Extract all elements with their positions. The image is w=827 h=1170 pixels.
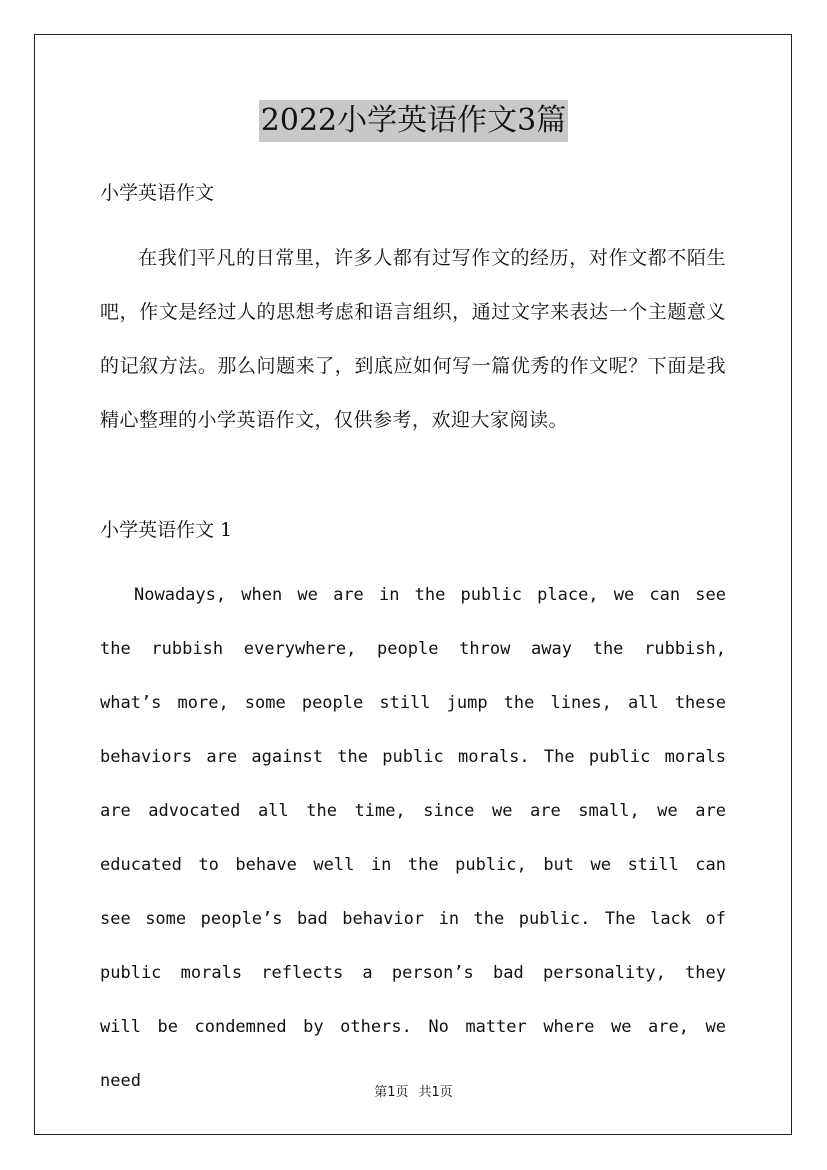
document-body: [100, 176, 726, 1108]
essay1-paragraph: Nowadays, when we are in the public place, we can see the rubbish everywhere, people throw away the rubbish, what’s more, some people still jump the lines, all these behaviors are against the public morals. The public morals are advocated all the time, since we are small, we are educated to behave well in the public, but we still can see some people’s bad behavior in the public. The lack of public morals reflects a person’s bad personality, they will be condemned by others. No matter where we are, we need: [100, 585, 726, 1091]
intro-paragraph: 在我们平凡的日常里，许多人都有过写作文的经历，对作文都不陌生吧，作文是经过人的思想考虑和语言组织，通过文字来表达一个主题意义的记叙方法。那么问题来了，到底应如何写一篇优秀的作文呢？下面是我精心整理的小学英语作文，仅供参考，欢迎大家阅读。: [100, 247, 726, 431]
essay1-heading: 小学英语作文 1: [100, 519, 233, 541]
intro-heading: 小学英语作文: [100, 182, 215, 204]
title-container: [0, 100, 827, 142]
document-title: 2022小学英语作文3篇: [259, 100, 568, 142]
page-number: 第1页: [374, 1085, 409, 1100]
page-footer: [0, 1084, 827, 1102]
page-total: 共1页: [418, 1085, 453, 1100]
